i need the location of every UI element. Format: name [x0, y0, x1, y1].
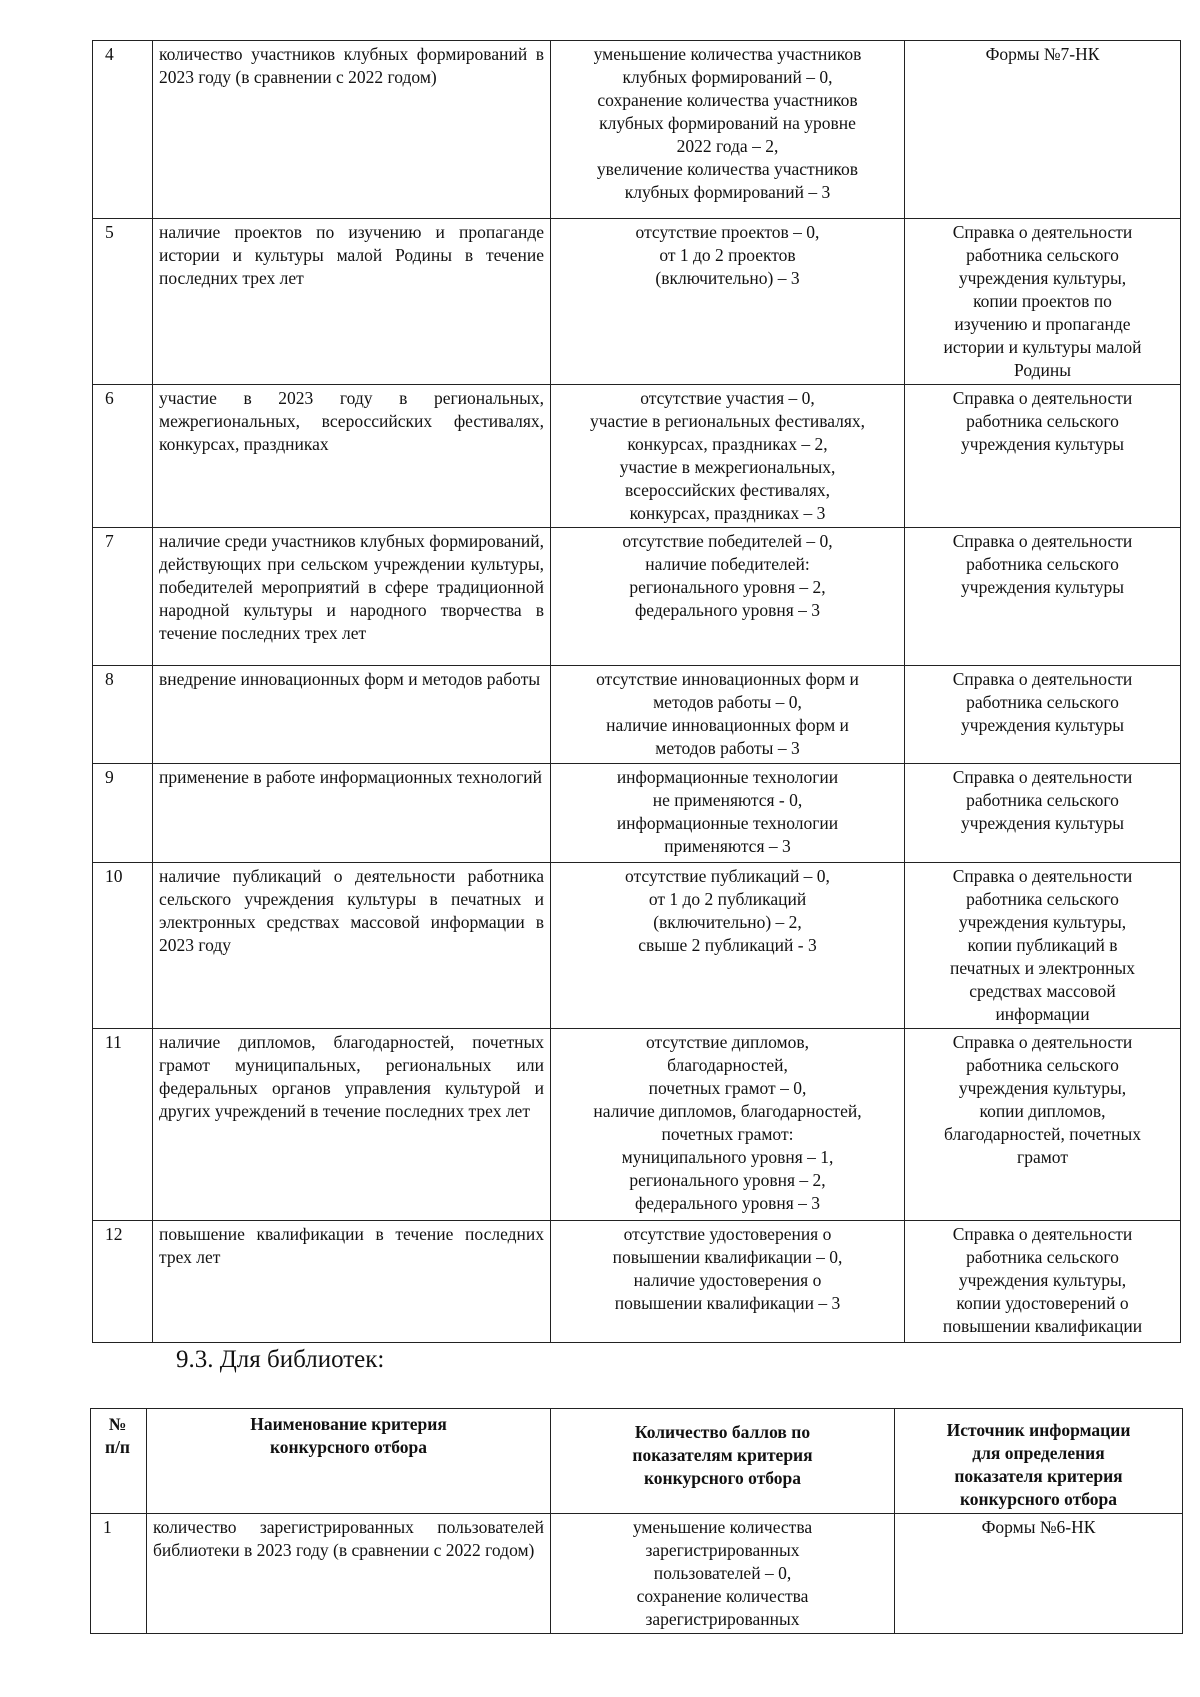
- criteria-table-body: [93, 41, 1181, 1343]
- header-num: № п/п: [91, 1409, 147, 1514]
- source-line: Справка о деятельности: [952, 531, 1133, 551]
- points-line: всероссийских фестивалях,: [624, 480, 831, 500]
- points-line: отсутствие победителей – 0,: [622, 531, 833, 551]
- source-line: учреждения культуры: [961, 434, 1124, 454]
- source-line: копии дипломов,: [979, 1101, 1106, 1121]
- information-source: [905, 41, 1181, 219]
- criterion-name: наличие проектов по изучению и пропаганде истории и культуры малой Родины в течение последних трех лет: [153, 219, 551, 385]
- points-line: от 1 до 2 проектов: [659, 245, 796, 265]
- table-row: [93, 219, 1181, 385]
- points-line: отсутствие дипломов,: [646, 1032, 809, 1052]
- source-line: копии удостоверений о: [956, 1293, 1129, 1313]
- criterion-name: количество участников клубных формирований в 2023 году (в сравнении с 2022 годом): [153, 41, 551, 219]
- points-line: регионального уровня – 2,: [629, 1170, 826, 1190]
- information-source: [905, 1221, 1181, 1343]
- points-line: федерального уровня – 3: [634, 1193, 821, 1213]
- points-line: от 1 до 2 публикаций: [648, 889, 807, 909]
- criterion-name: повышение квалификации в течение последних трех лет: [153, 1221, 551, 1343]
- header-source: Источник информации для определения показателя критерия конкурсного отбора: [895, 1409, 1183, 1514]
- table-row: [91, 1514, 1183, 1634]
- row-number: 5: [93, 219, 153, 385]
- table-row: [93, 666, 1181, 764]
- source-line: учреждения культуры,: [958, 268, 1127, 288]
- points-line: отсутствие проектов – 0,: [635, 222, 820, 242]
- source-line: работника сельского: [966, 245, 1119, 265]
- points-line: муниципального уровня – 1,: [621, 1147, 834, 1167]
- points-line: методов работы – 3: [655, 738, 800, 758]
- criterion-points: [551, 1514, 895, 1634]
- points-line: почетных грамот:: [661, 1124, 794, 1144]
- row-number: 10: [93, 863, 153, 1029]
- points-line: повышении квалификации – 0,: [612, 1247, 843, 1267]
- points-line: благодарностей,: [667, 1055, 788, 1075]
- source-line: работника сельского: [966, 1247, 1119, 1267]
- information-source: [895, 1514, 1183, 1634]
- table-row: [93, 41, 1181, 219]
- source-line: информации: [995, 1004, 1090, 1024]
- source-line: Справка о деятельности: [952, 669, 1133, 689]
- points-line: повышении квалификации – 3: [614, 1293, 841, 1313]
- criterion-name: внедрение инновационных форм и методов работы: [153, 666, 551, 764]
- source-line: Формы №7-НК: [985, 44, 1100, 64]
- source-line: работника сельского: [966, 790, 1119, 810]
- source-line: Формы №6-НК: [981, 1517, 1096, 1537]
- table-row: [93, 1221, 1181, 1343]
- points-line: уменьшение количества: [632, 1517, 813, 1537]
- points-line: применяются – 3: [664, 836, 791, 856]
- source-line: учреждения культуры: [961, 715, 1124, 735]
- points-line: (включительно) – 3: [655, 268, 800, 288]
- source-line: копии проектов по: [973, 291, 1112, 311]
- points-line: конкурсах, праздниках – 2,: [627, 434, 828, 454]
- criterion-points: [551, 1221, 905, 1343]
- row-number: 8: [93, 666, 153, 764]
- points-line: наличие победителей:: [645, 554, 810, 574]
- points-line: отсутствие инновационных форм и: [596, 669, 859, 689]
- points-line: свыше 2 публикаций - 3: [638, 935, 817, 955]
- points-line: отсутствие публикаций – 0,: [625, 866, 830, 886]
- criterion-points: [551, 666, 905, 764]
- table-row: [93, 764, 1181, 863]
- header-criterion: Наименование критерия конкурсного отбора: [147, 1409, 551, 1514]
- row-number: 11: [93, 1029, 153, 1221]
- source-line: средствах массовой: [969, 981, 1116, 1001]
- points-line: федерального уровня – 3: [634, 600, 821, 620]
- information-source: [905, 219, 1181, 385]
- criterion-points: [551, 863, 905, 1029]
- criterion-name: применение в работе информационных технологий: [153, 764, 551, 863]
- information-source: [905, 764, 1181, 863]
- points-line: (включительно) – 2,: [653, 912, 802, 932]
- criterion-name: наличие среди участников клубных формирований, действующих при сельском учреждении культуры, победителей мероприятий в сфере традиционной народной культуры и народного творчества в течение последних трех лет: [153, 528, 551, 666]
- points-line: наличие инновационных форм и: [606, 715, 849, 735]
- row-number: 1: [91, 1514, 147, 1634]
- points-line: наличие дипломов, благодарностей,: [593, 1101, 862, 1121]
- source-line: учреждения культуры,: [958, 912, 1127, 932]
- points-line: регионального уровня – 2,: [629, 577, 826, 597]
- criteria-table-clubs: [92, 40, 1181, 1343]
- information-source: [905, 1029, 1181, 1221]
- source-line: учреждения культуры,: [958, 1078, 1127, 1098]
- points-line: уменьшение количества участников: [593, 44, 862, 64]
- points-line: участие в региональных фестивалях,: [589, 411, 866, 431]
- information-source: [905, 528, 1181, 666]
- points-line: клубных формирований на уровне: [599, 113, 856, 133]
- section-title: 9.3. Для библиотек:: [176, 1346, 385, 1373]
- information-source: [905, 385, 1181, 528]
- source-line: работника сельского: [966, 411, 1119, 431]
- criterion-points: [551, 41, 905, 219]
- source-line: Справка о деятельности: [952, 1224, 1133, 1244]
- points-line: отсутствие участия – 0,: [640, 388, 815, 408]
- points-line: зарегистрированных: [645, 1540, 800, 1560]
- source-line: повышении квалификации: [942, 1316, 1143, 1336]
- points-line: информационные технологии: [616, 767, 839, 787]
- criterion-points: [551, 764, 905, 863]
- source-line: Справка о деятельности: [952, 388, 1133, 408]
- source-line: истории и культуры малой: [943, 337, 1142, 357]
- source-line: благодарностей, почетных: [944, 1124, 1141, 1144]
- points-line: сохранение количества: [636, 1586, 809, 1606]
- points-line: клубных формирований – 0,: [622, 67, 833, 87]
- source-line: учреждения культуры: [961, 813, 1124, 833]
- points-line: наличие удостоверения о: [633, 1270, 822, 1290]
- points-line: пользователей – 0,: [653, 1563, 792, 1583]
- row-number: 6: [93, 385, 153, 528]
- row-number: 7: [93, 528, 153, 666]
- source-line: грамот: [1017, 1147, 1068, 1167]
- points-line: информационные технологии: [616, 813, 839, 833]
- source-line: работника сельского: [966, 692, 1119, 712]
- source-line: работника сельского: [966, 554, 1119, 574]
- criterion-points: [551, 528, 905, 666]
- source-line: Справка о деятельности: [952, 222, 1133, 242]
- information-source: [905, 666, 1181, 764]
- points-line: увеличение количества участников: [596, 159, 859, 179]
- source-line: Родины: [1014, 360, 1071, 380]
- points-line: отсутствие удостоверения о: [623, 1224, 832, 1244]
- criterion-name: участие в 2023 году в региональных, межрегиональных, всероссийских фестивалях, конкурсах, праздниках: [153, 385, 551, 528]
- points-line: зарегистрированных: [645, 1609, 800, 1629]
- table-row: [93, 528, 1181, 666]
- source-line: печатных и электронных: [949, 958, 1135, 978]
- points-line: конкурсах, праздниках – 3: [629, 503, 826, 523]
- source-line: Справка о деятельности: [952, 767, 1133, 787]
- row-number: 9: [93, 764, 153, 863]
- source-line: работника сельского: [966, 1055, 1119, 1075]
- source-line: учреждения культуры: [961, 577, 1124, 597]
- criterion-name: количество зарегистрированных пользователей библиотеки в 2023 году (в сравнении с 2022 годом): [147, 1514, 551, 1634]
- points-line: сохранение количества участников: [597, 90, 858, 110]
- points-line: не применяются - 0,: [652, 790, 803, 810]
- row-number: 12: [93, 1221, 153, 1343]
- points-line: участие в межрегиональных,: [619, 457, 836, 477]
- source-line: Справка о деятельности: [952, 866, 1133, 886]
- points-line: методов работы – 0,: [653, 692, 802, 712]
- source-line: работника сельского: [966, 889, 1119, 909]
- points-line: почетных грамот – 0,: [648, 1078, 807, 1098]
- source-line: Справка о деятельности: [952, 1032, 1133, 1052]
- criterion-name: наличие дипломов, благодарностей, почетных грамот муниципальных, региональных или федеральных органов управления культурой и других учреждений в течение последних трех лет: [153, 1029, 551, 1221]
- criteria-table-body: [91, 1514, 1183, 1634]
- source-line: копии публикаций в: [967, 935, 1118, 955]
- table-header-row: [91, 1409, 1183, 1514]
- criterion-points: [551, 1029, 905, 1221]
- table-row: [93, 1029, 1181, 1221]
- criterion-points: [551, 385, 905, 528]
- table-row: [93, 863, 1181, 1029]
- source-line: учреждения культуры,: [958, 1270, 1127, 1290]
- header-points: Количество баллов по показателям критерия конкурсного отбора: [551, 1409, 895, 1514]
- source-line: изучению и пропаганде: [954, 314, 1131, 334]
- criterion-points: [551, 219, 905, 385]
- table-row: [93, 385, 1181, 528]
- information-source: [905, 863, 1181, 1029]
- points-line: клубных формирований – 3: [624, 182, 831, 202]
- criteria-table-libraries: [90, 1408, 1183, 1634]
- points-line: 2022 года – 2,: [676, 136, 779, 156]
- criterion-name: наличие публикаций о деятельности работника сельского учреждения культуры в печатных и электронных средствах массовой информации в 2023 году: [153, 863, 551, 1029]
- row-number: 4: [93, 41, 153, 219]
